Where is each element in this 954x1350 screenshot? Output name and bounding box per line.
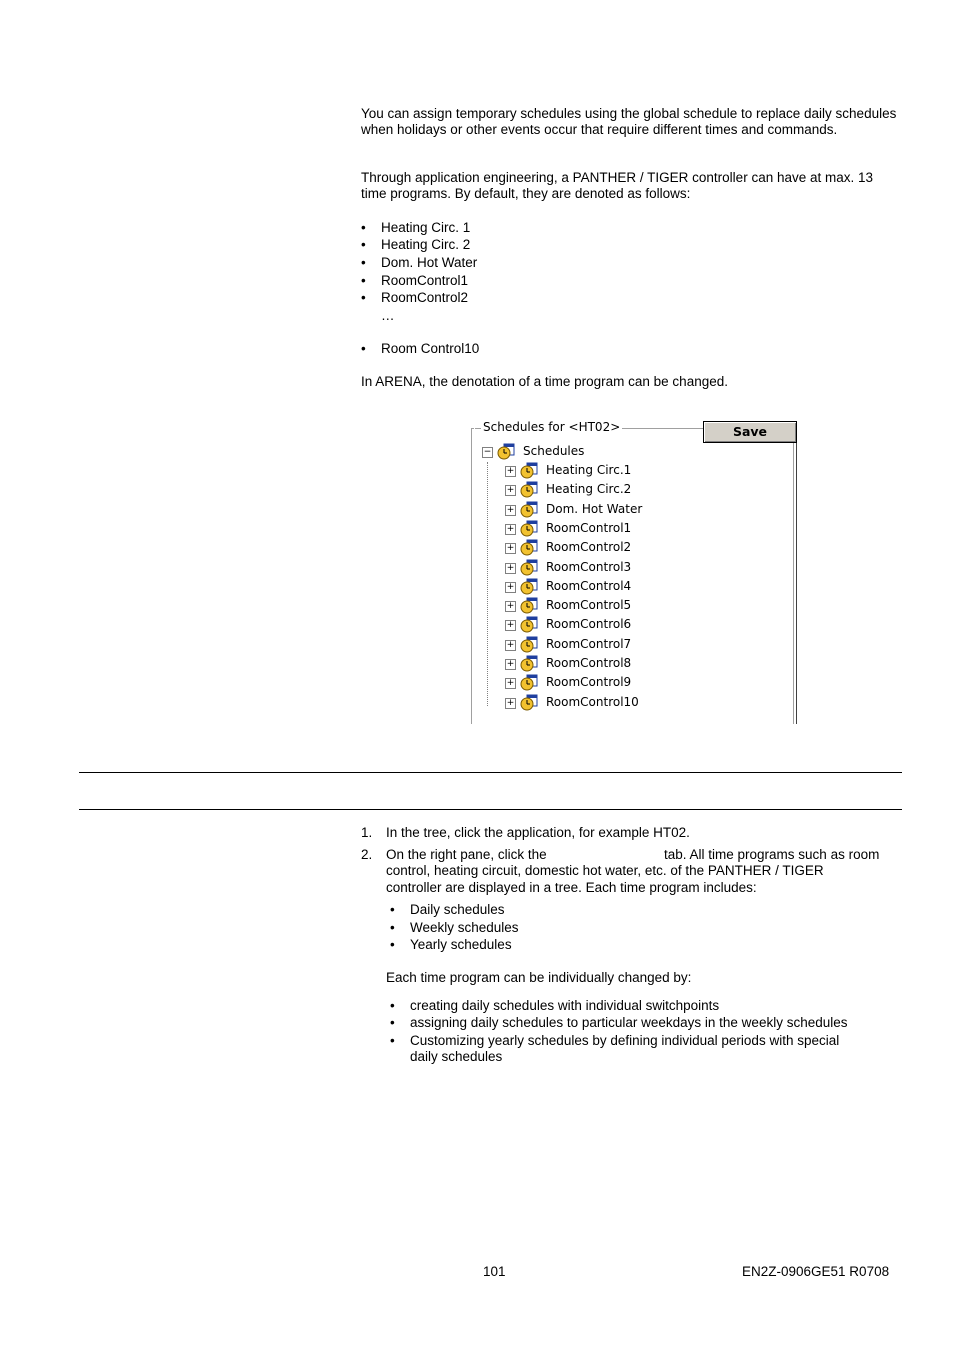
tree-item[interactable] (471, 558, 771, 577)
tree-item[interactable] (471, 461, 771, 480)
panel-frame (793, 442, 797, 724)
tree-item[interactable] (471, 615, 771, 634)
schedules-panel (471, 420, 798, 724)
schedule-clock-icon (520, 520, 538, 537)
schedule-clock-icon (520, 539, 538, 556)
tree-item[interactable] (471, 673, 771, 692)
tree-item[interactable] (471, 538, 771, 557)
step-2-text: tab. All time programs such as room (664, 847, 880, 862)
collapse-icon[interactable]: − (483, 447, 492, 457)
schedule-clock-icon (520, 694, 538, 711)
tree-item[interactable] (471, 596, 771, 615)
schedule-clock-icon (520, 655, 538, 672)
expand-icon[interactable]: + (506, 543, 515, 554)
expand-icon[interactable]: + (506, 466, 515, 476)
tree-item-label: RoomControl7 (546, 636, 632, 651)
schedule-clock-icon (520, 636, 538, 653)
tree-item[interactable] (471, 577, 771, 596)
tree-item[interactable] (471, 500, 771, 519)
tree-item-label: Heating Circ.2 (546, 482, 632, 497)
divider (79, 809, 902, 810)
schedule-clock-icon (520, 559, 538, 576)
expand-icon[interactable]: + (506, 581, 515, 592)
expand-icon[interactable]: + (506, 659, 515, 669)
change-intro: Each time program can be individually changed by: (386, 970, 692, 985)
tree-root-schedules[interactable] (471, 442, 771, 461)
tree-item[interactable] (471, 480, 771, 499)
tree-item-label: RoomControl5 (546, 598, 632, 613)
tree-item-label: Dom. Hot Water (546, 501, 643, 516)
step-2-text: controller are displayed in a tree. Each time program includes: (386, 880, 757, 895)
tree-item[interactable] (471, 519, 771, 538)
expand-icon[interactable]: + (506, 562, 515, 573)
schedule-clock-icon (520, 674, 538, 691)
list-item: • Yearly schedules (390, 937, 512, 952)
tree-item-label: RoomControl8 (546, 656, 632, 670)
list-item: • assigning daily schedules to particular weekdays in the weekly schedules (390, 1015, 848, 1030)
step-1-text: In the tree, click the application, for example HT02. (386, 825, 690, 840)
list-item: • Weekly schedules (390, 920, 519, 935)
document-id: EN2Z-0906GE51 R0708 (742, 1264, 890, 1279)
expand-icon[interactable]: + (506, 620, 515, 631)
schedule-clock-icon (520, 597, 538, 614)
tree-item-label: Heating Circ.1 (546, 463, 632, 477)
expand-icon[interactable]: + (506, 504, 515, 515)
divider (79, 772, 902, 773)
page-number: 101 (483, 1264, 506, 1279)
schedule-clock-icon (520, 501, 538, 518)
step-2: 2. (361, 847, 373, 862)
expand-icon[interactable]: + (506, 697, 515, 708)
schedule-clock-icon (520, 578, 538, 595)
tree-item-label: RoomControl10 (546, 694, 639, 709)
step-1: 1. (361, 825, 373, 840)
tree-item[interactable] (471, 654, 771, 673)
list-item: • Daily schedules (390, 902, 505, 917)
list-item: • Customizing yearly schedules by defining individual periods with special (390, 1033, 840, 1048)
expand-icon[interactable]: + (506, 678, 515, 689)
schedule-clock-icon (520, 462, 538, 479)
schedule-clock-icon (520, 481, 538, 498)
schedule-clock-icon (497, 443, 515, 460)
intro-paragraph-3: In ARENA, the denotation of a time program can be changed. (361, 374, 728, 389)
step-2-text: On the right pane, click the (386, 847, 547, 862)
schedule-clock-icon (520, 616, 538, 633)
panel-legend: Schedules for <HT02> (483, 420, 621, 434)
list-item-continuation: daily schedules (410, 1049, 503, 1064)
tree-item[interactable] (471, 693, 771, 712)
expand-icon[interactable]: + (506, 523, 515, 534)
expand-icon[interactable]: + (506, 485, 515, 496)
tree-item-label: RoomControl2 (546, 540, 632, 555)
tree-item-label: RoomControl6 (546, 617, 632, 632)
tree-item-label: RoomControl9 (546, 675, 632, 690)
list-item: • creating daily schedules with individual switchpoints (390, 998, 720, 1013)
expand-icon[interactable]: + (506, 639, 515, 650)
intro-paragraph-2: Through application engineering, a PANTHER / TIGER controller can have at max. 13 time programs. By default, they are denoted as follows: (361, 170, 874, 201)
step-2-text: control, heating circuit, domestic hot water, etc. of the PANTHER / TIGER (386, 863, 824, 878)
tree-item-label: Schedules (523, 444, 585, 458)
tree-item-label: RoomControl1 (546, 520, 632, 535)
tree-item[interactable] (471, 635, 771, 654)
save-button[interactable]: Save (703, 421, 797, 443)
tree-item-label: RoomControl4 (546, 578, 632, 593)
intro-paragraph-1: You can assign temporary schedules using the global schedule to replace daily schedules when holidays or other events occur that require different times and commands. (361, 106, 897, 137)
expand-icon[interactable]: + (506, 601, 515, 612)
tree-item-label: RoomControl3 (546, 559, 632, 574)
